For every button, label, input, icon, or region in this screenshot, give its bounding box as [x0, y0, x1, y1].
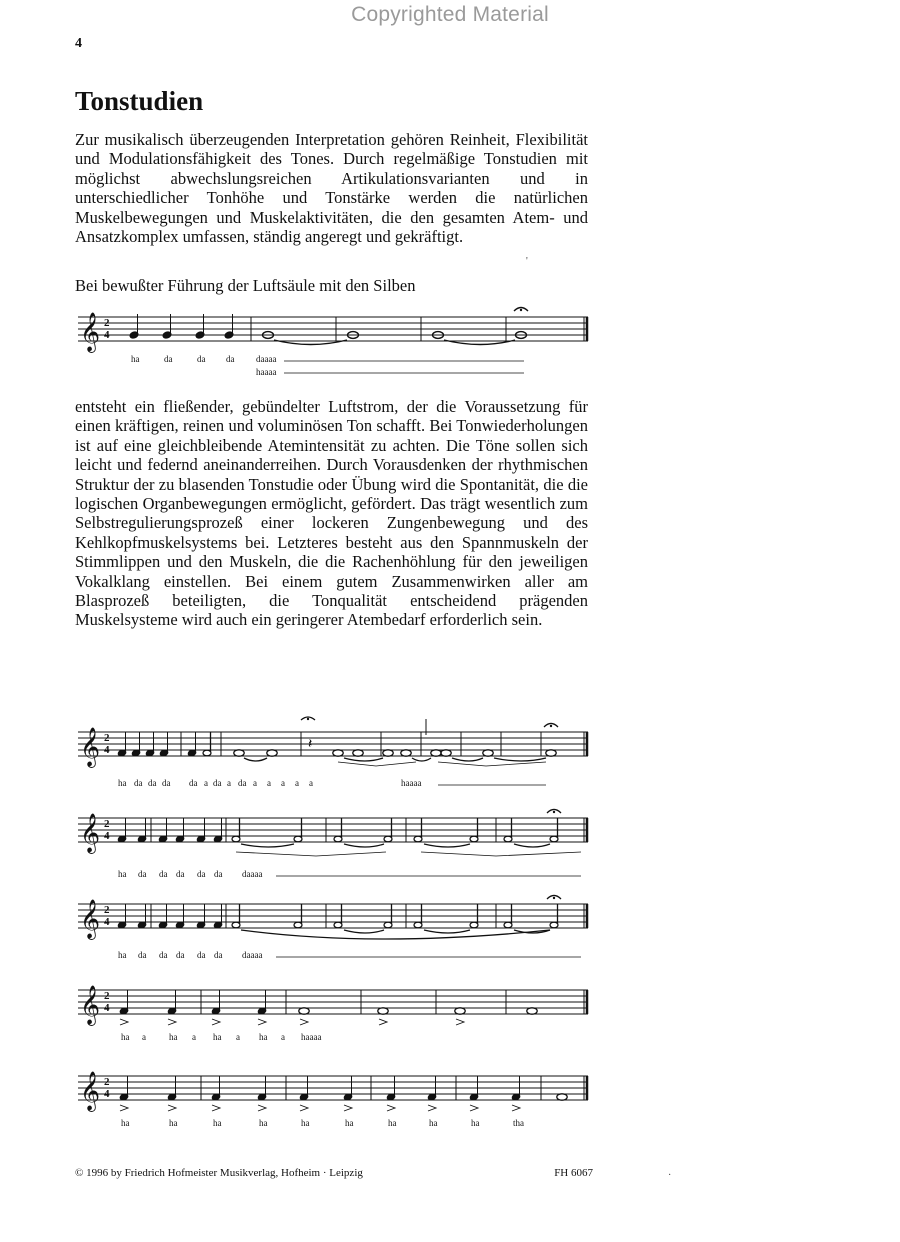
svg-text:da: da: [138, 869, 147, 879]
svg-text:a: a: [281, 778, 285, 788]
svg-text:ha: ha: [213, 1032, 222, 1042]
music-exercise-5: [76, 1058, 590, 1138]
svg-text:da: da: [238, 778, 247, 788]
accent-marks: [120, 1105, 520, 1111]
paragraph-syllables-lead: Bei bewußter Führung der Luftsäule mit den Silben: [75, 276, 416, 295]
svg-text:ha: ha: [169, 1118, 178, 1128]
syllables-row: [118, 778, 421, 788]
svg-text:a: a: [281, 1032, 285, 1042]
svg-text:ha: ha: [169, 1032, 178, 1042]
syllables-row: [118, 950, 262, 960]
svg-text:ha: ha: [118, 950, 127, 960]
svg-text:4: 4: [104, 329, 110, 341]
svg-text:da: da: [176, 869, 185, 879]
staff-notation: [76, 886, 590, 966]
treble-clef-icon: 𝄞: [80, 1073, 101, 1110]
staff-notation: [76, 714, 590, 794]
copyright-notice: © 1996 by Friedrich Hofmeister Musikverlag, Hofheim · Leipzig: [75, 1167, 363, 1179]
svg-text:ha: ha: [345, 1118, 354, 1128]
svg-text:2: 2: [104, 818, 110, 830]
svg-text:4: 4: [104, 1002, 110, 1014]
svg-text:ha: ha: [259, 1032, 268, 1042]
svg-text:2: 2: [104, 732, 110, 744]
svg-text:ha: ha: [118, 778, 127, 788]
svg-text:ha: ha: [471, 1118, 480, 1128]
svg-text:da: da: [159, 869, 168, 879]
svg-text:a: a: [267, 778, 271, 788]
svg-text:ha: ha: [259, 1118, 268, 1128]
music-example-1: [76, 305, 590, 385]
svg-text:da: da: [197, 869, 206, 879]
svg-text:da: da: [159, 950, 168, 960]
svg-text:ha: ha: [131, 354, 140, 364]
fermata-icon: [553, 897, 555, 899]
svg-text:daaaa: daaaa: [242, 950, 263, 960]
paragraph-intro: Zur musikalisch überzeugenden Interpretation gehören Reinheit, Flexibilität und Modulationsfähigkeit des Tones. Durch regelmäßige Tonstudien mit möglichst abwechslungsreichen Artikulationsvarianten und in unterschiedlicher Tonhöhe und Tonstärke werden die natürlichen Muskelbewegungen und Muskelaktivitäten, die den gesamten Atem- und Ansatzkomplex umfassen, ständig angeregt und gekräftigt.: [75, 130, 588, 247]
staff-notation: [76, 305, 590, 385]
page-number: 4: [75, 36, 82, 51]
fermata-icon: [550, 725, 552, 727]
svg-text:ha: ha: [301, 1118, 310, 1128]
treble-clef-icon: 𝄞: [80, 729, 101, 766]
svg-text:daaaa: daaaa: [256, 354, 277, 364]
svg-text:da: da: [197, 354, 206, 364]
svg-text:2: 2: [104, 317, 110, 329]
svg-text:2: 2: [104, 990, 110, 1002]
svg-text:4: 4: [104, 744, 110, 756]
svg-text:4: 4: [104, 830, 110, 842]
svg-text:a: a: [253, 778, 257, 788]
svg-text:ha: ha: [213, 1118, 222, 1128]
fermata-icon: [307, 718, 309, 720]
svg-text:a: a: [227, 778, 231, 788]
svg-text:ha: ha: [121, 1118, 130, 1128]
svg-text:tha: tha: [513, 1118, 524, 1128]
svg-text:da: da: [176, 950, 185, 960]
svg-text:haaaa: haaaa: [401, 778, 422, 788]
svg-text:a: a: [309, 778, 313, 788]
svg-text:a: a: [295, 778, 299, 788]
svg-text:haaaa: haaaa: [301, 1032, 322, 1042]
svg-text:daaaa: daaaa: [242, 869, 263, 879]
svg-text:4: 4: [104, 1088, 110, 1100]
treble-clef-icon: 𝄞: [80, 901, 101, 938]
svg-text:a: a: [236, 1032, 240, 1042]
music-exercise-3: [76, 886, 590, 966]
svg-text:ha: ha: [118, 869, 127, 879]
svg-text:a: a: [192, 1032, 196, 1042]
syllables-row: [121, 1118, 524, 1128]
svg-text:da: da: [214, 950, 223, 960]
scan-mark: ·: [668, 1170, 672, 1181]
treble-clef-icon: 𝄞: [80, 314, 101, 351]
scan-mark: ': [526, 256, 528, 267]
svg-text:haaaa: haaaa: [256, 367, 277, 377]
svg-text:ha: ha: [429, 1118, 438, 1128]
svg-text:da: da: [148, 778, 157, 788]
svg-text:da: da: [213, 778, 222, 788]
catalog-number: FH 6067: [554, 1167, 593, 1179]
accent-marks: [120, 1019, 464, 1025]
syllables-row: [131, 354, 276, 377]
svg-text:2: 2: [104, 904, 110, 916]
svg-text:da: da: [162, 778, 171, 788]
syllables-row: [118, 869, 262, 879]
music-exercise-4: [76, 972, 590, 1052]
svg-text:da: da: [164, 354, 173, 364]
svg-text:da: da: [226, 354, 235, 364]
svg-text:ha: ha: [121, 1032, 130, 1042]
svg-text:a: a: [142, 1032, 146, 1042]
svg-text:da: da: [197, 950, 206, 960]
staff-notation: [76, 800, 590, 880]
music-exercise-1: [76, 714, 590, 794]
svg-text:da: da: [138, 950, 147, 960]
svg-text:da: da: [134, 778, 143, 788]
fermata-icon: [553, 811, 555, 813]
svg-text:ha: ha: [388, 1118, 397, 1128]
paragraph-main: entsteht ein fließender, gebündelter Luftstrom, der die Voraussetzung für einen kräftigen, reinen und voluminösen Ton schafft. Bei Tonwiederholungen ist auf eine gleichbleibende Atemintensität zu achten. Die Töne sollen sich leicht und federnd aneinanderreihen. Durch Vorausdenken der rhythmischen Struktur der zu blasenden Tonstudie oder Übung wird die Spontanität, die die logischen Organbewegungen ermöglicht, gefördert. Das trägt wesentlich zum Selbstregulierungsprozeß einer lockeren Zungenbewegung und des Kehlkopfmuskelsystems bei. Letzteres besteht aus den Spannmuskeln der Stimmlippen und den Muskeln, die die Rachenhöhlung für den jeweiligen Vokalklang einstellen. Bei einem gutem Zusammenwirken aller am Blasprozeß beteiligten, die Tonqualität entscheidend prägenden Muskelsysteme wird auch ein geringerer Atembedarf erforderlich sein.: [75, 397, 588, 630]
treble-clef-icon: 𝄞: [80, 987, 101, 1024]
svg-text:𝄽: 𝄽: [308, 737, 313, 752]
svg-text:da: da: [214, 869, 223, 879]
staff-notation: [76, 1058, 590, 1138]
svg-text:da: da: [189, 778, 198, 788]
copyright-watermark: Copyrighted Material: [351, 3, 549, 26]
treble-clef-icon: 𝄞: [80, 815, 101, 852]
staff-notation: [76, 972, 590, 1052]
svg-text:a: a: [204, 778, 208, 788]
svg-text:2: 2: [104, 1076, 110, 1088]
svg-text:4: 4: [104, 916, 110, 928]
page-title: Tonstudien: [75, 86, 204, 116]
music-exercise-2: [76, 800, 590, 880]
fermata-icon: [520, 309, 522, 311]
syllables-row: [121, 1032, 321, 1042]
